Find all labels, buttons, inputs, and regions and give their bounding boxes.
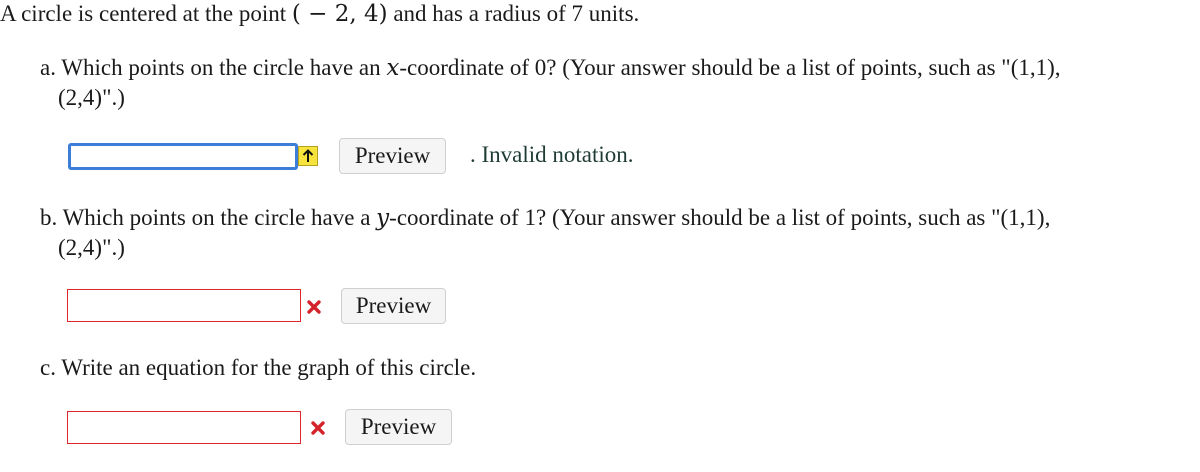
- intro-suffix: and has a radius of 7 units.: [393, 1, 640, 26]
- warning-arrow-glyph: [299, 147, 317, 165]
- part-a-question-line2: (2,4)".): [58, 85, 125, 110]
- part-a-suffix: -coordinate of 0? (Your answer should be a list of points, such as "(1,1),: [399, 55, 1061, 80]
- part-c-question: c. Write an equation for the graph of this circle.: [40, 355, 477, 380]
- part-a-answer-input[interactable]: [68, 143, 298, 170]
- part-c-preview-button[interactable]: Preview: [345, 409, 452, 445]
- intro-prefix: A circle is centered at the point: [0, 1, 287, 26]
- problem-statement: [0, 0, 639, 28]
- center-point: ( − 2, 4): [291, 1, 388, 27]
- part-b-question-line2: (2,4)".): [58, 235, 125, 260]
- part-a-variable: x: [386, 55, 400, 81]
- part-a-feedback: . Invalid notation.: [470, 142, 634, 167]
- part-a-question-line1: [40, 54, 1061, 82]
- incorrect-x-icon: [310, 420, 326, 436]
- part-a-prefix: a. Which points on the circle have an: [40, 55, 381, 80]
- part-b-variable: y: [376, 205, 390, 231]
- warning-arrow-icon: [298, 146, 318, 166]
- part-b-preview-button[interactable]: Preview: [341, 288, 446, 324]
- part-b-answer-input[interactable]: [67, 289, 301, 322]
- part-b-suffix: -coordinate of 1? (Your answer should be a list of points, such as "(1,1),: [389, 205, 1051, 230]
- part-b-prefix: b. Which points on the circle have a: [40, 205, 371, 230]
- part-b-question-line1: [40, 204, 1050, 232]
- incorrect-x-icon: [306, 299, 322, 315]
- part-c-answer-input[interactable]: [67, 411, 301, 444]
- part-a-preview-button[interactable]: Preview: [339, 138, 446, 174]
